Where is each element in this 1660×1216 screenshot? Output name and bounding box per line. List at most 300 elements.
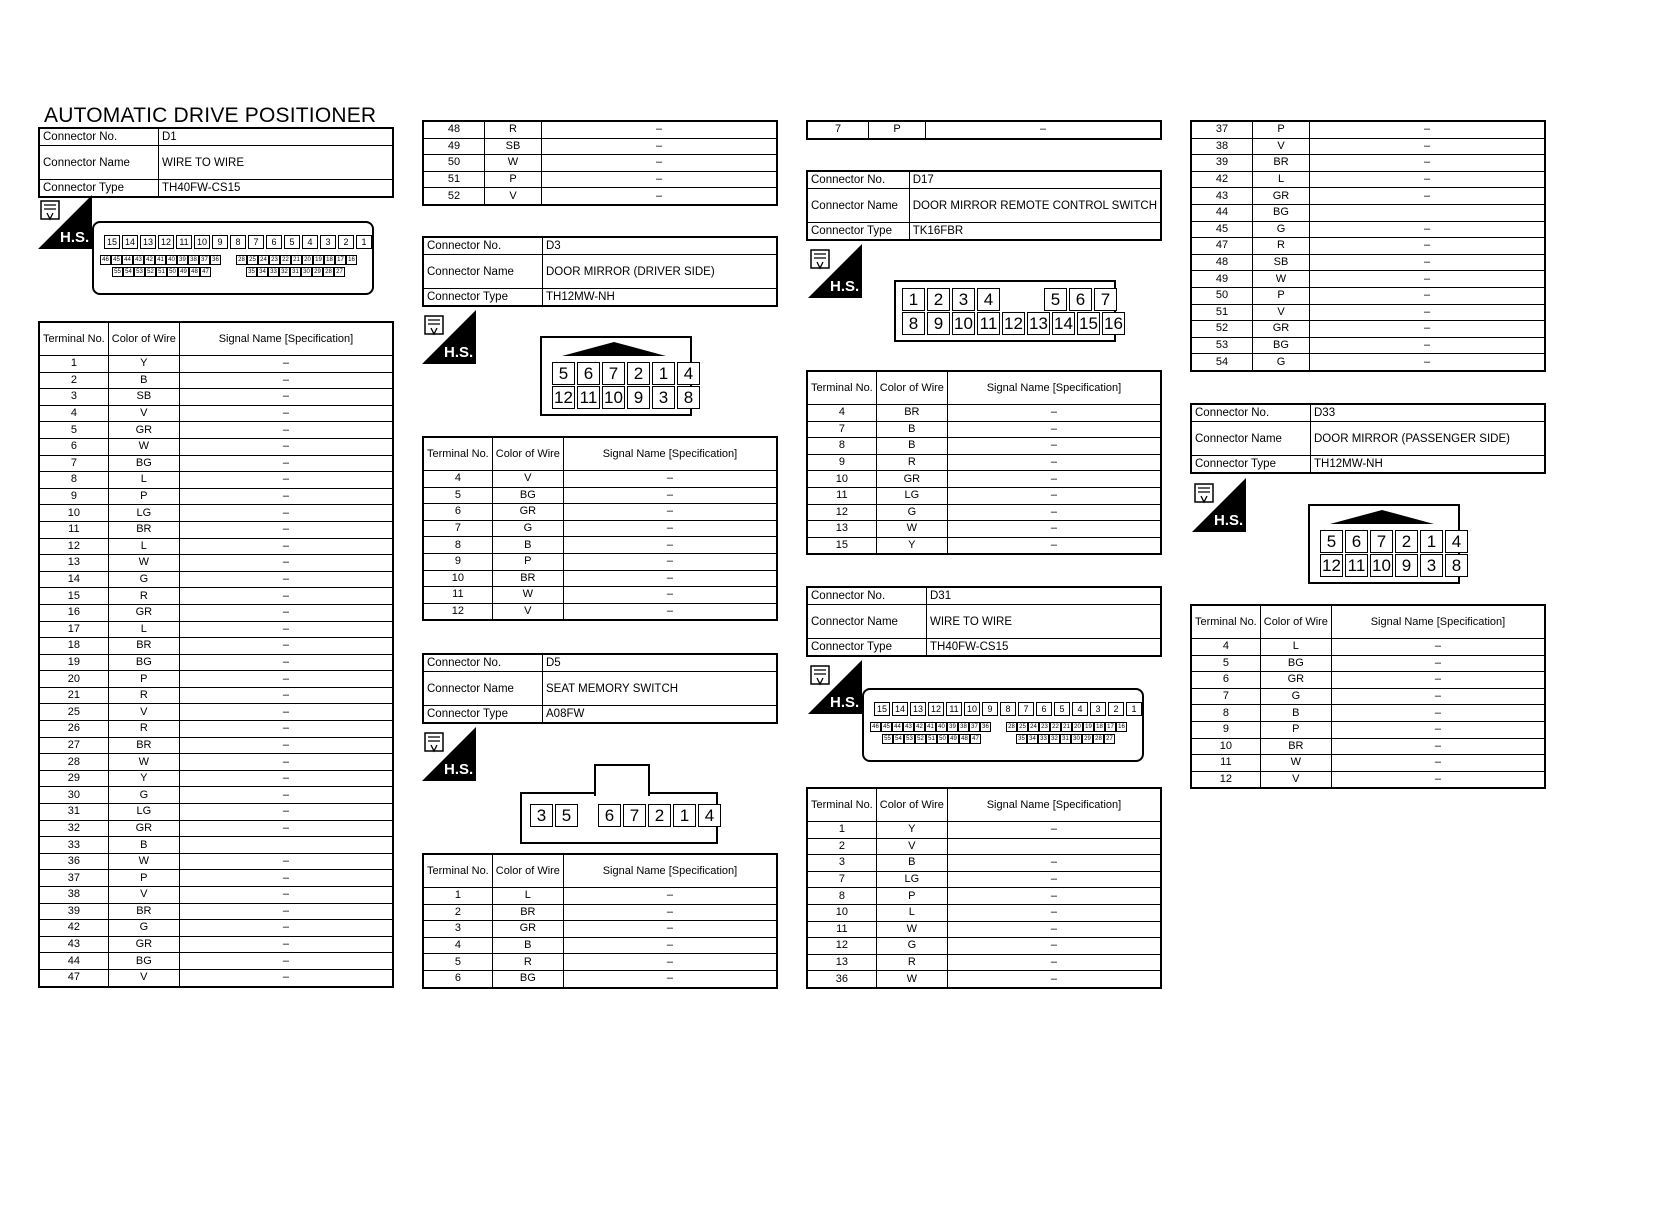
color-header: Color of Wire	[108, 322, 179, 356]
pin: 5	[555, 804, 578, 827]
terminal-cell: 19	[39, 654, 108, 671]
terminal-cell: 13	[807, 521, 876, 538]
pin: 37	[199, 255, 210, 265]
color-cell: LG	[108, 804, 179, 821]
color-cell: GR	[1253, 188, 1310, 205]
signal-cell: –	[542, 138, 778, 155]
pin: 1	[902, 288, 925, 311]
table-row	[1191, 221, 1545, 238]
connector-d31-diagram	[862, 688, 1144, 762]
signal-cell: –	[179, 372, 393, 389]
signal-cell: –	[1310, 321, 1546, 338]
terminal-table-d1_cont	[422, 120, 778, 206]
signal-cell: –	[179, 472, 393, 489]
terminal-cell: 12	[1191, 771, 1260, 788]
pin: 20	[302, 255, 313, 265]
terminal-cell: 3	[423, 921, 492, 938]
color-cell: W	[1253, 271, 1310, 288]
signal-cell: –	[947, 938, 1161, 955]
table-row	[807, 921, 1161, 938]
terminal-cell: 21	[39, 687, 108, 704]
table-row	[39, 754, 393, 771]
pin-row	[1320, 554, 1470, 577]
signal-cell: –	[1310, 337, 1546, 354]
color-cell: W	[492, 587, 563, 604]
pin: 1	[1126, 702, 1142, 716]
hs-icon	[808, 660, 862, 714]
signal-cell: –	[563, 888, 777, 905]
pin: 32	[279, 267, 290, 277]
color-cell: P	[1260, 721, 1331, 738]
pin-row	[1016, 734, 1115, 744]
pin: 14	[122, 235, 138, 249]
pin: 13	[910, 702, 926, 716]
pin: 3	[1090, 702, 1106, 716]
signal-cell: –	[947, 421, 1161, 438]
signal-cell: –	[179, 953, 393, 970]
pin: 18	[1094, 722, 1105, 732]
terminal-cell: 15	[39, 588, 108, 605]
terminal-cell: 4	[423, 937, 492, 954]
signal-cell: –	[947, 487, 1161, 504]
table-row	[39, 737, 393, 754]
table-row	[39, 671, 393, 688]
table-row	[423, 171, 777, 188]
connector-type-value: TH40FW-CS15	[927, 639, 1162, 657]
signal-cell: –	[947, 954, 1161, 971]
signal-cell: –	[542, 121, 778, 138]
table-row	[39, 687, 393, 704]
pin: 27	[334, 267, 345, 277]
table-row	[39, 372, 393, 389]
terminal-cell: 9	[39, 488, 108, 505]
signal-cell: –	[179, 804, 393, 821]
terminal-table-d33	[1190, 604, 1546, 789]
table-row	[1191, 354, 1545, 371]
hs-icon	[422, 727, 476, 781]
pin: 14	[1052, 312, 1075, 335]
pin: 25	[247, 255, 258, 265]
terminal-cell: 1	[39, 356, 108, 373]
signal-cell: –	[179, 870, 393, 887]
pin: 10	[952, 312, 975, 335]
pin: 33	[1038, 734, 1049, 744]
signal-cell: –	[179, 903, 393, 920]
signal-cell: –	[179, 356, 393, 373]
signal-cell: –	[947, 405, 1161, 422]
pin-row	[870, 722, 991, 732]
connector-header-d1	[38, 127, 394, 198]
color-cell: G	[876, 504, 947, 521]
signal-cell: –	[1310, 188, 1546, 205]
terminal-table-d1	[38, 321, 394, 988]
terminal-cell: 2	[39, 372, 108, 389]
table-row	[423, 520, 777, 537]
table-row	[807, 855, 1161, 872]
pin: 11	[176, 235, 192, 249]
pin: 12	[158, 235, 174, 249]
connector-no-value: D1	[159, 128, 394, 146]
terminal-cell: 26	[39, 721, 108, 738]
pin: 21	[291, 255, 302, 265]
connector-header-d3	[422, 236, 778, 307]
terminal-cell: 9	[423, 553, 492, 570]
terminal-cell: 4	[423, 471, 492, 488]
pin: 4	[302, 235, 318, 249]
pin-row	[530, 804, 580, 827]
terminal-cell: 51	[423, 171, 485, 188]
connector-type-value: TH12MW-NH	[1311, 456, 1546, 474]
color-cell: V	[876, 838, 947, 855]
pin: 38	[958, 722, 969, 732]
pin-row	[552, 362, 702, 385]
table-row	[1191, 639, 1545, 656]
table-row	[423, 188, 777, 205]
table-row	[423, 138, 777, 155]
terminal-no-header: Terminal No.	[807, 371, 876, 405]
terminal-cell: 16	[39, 604, 108, 621]
pin: 19	[313, 255, 324, 265]
signal-cell: –	[179, 571, 393, 588]
hs-label: H.S.	[1214, 512, 1244, 529]
connector-header-d17	[806, 170, 1162, 241]
pin: 13	[140, 235, 156, 249]
color-cell: P	[492, 553, 563, 570]
pin: 2	[1108, 702, 1124, 716]
color-cell: V	[1253, 138, 1310, 155]
table-row	[1191, 672, 1545, 689]
terminal-cell: 6	[39, 438, 108, 455]
signal-cell: –	[1310, 138, 1546, 155]
table-row	[423, 553, 777, 570]
pin: 25	[1017, 722, 1028, 732]
pin: 11	[1345, 554, 1368, 577]
pin: 31	[290, 267, 301, 277]
color-cell: G	[1260, 688, 1331, 705]
connector-name-value: WIRE TO WIRE	[159, 146, 394, 180]
table-row	[39, 438, 393, 455]
terminal-cell: 48	[1191, 254, 1253, 271]
pin: 23	[269, 255, 280, 265]
terminal-cell: 20	[39, 671, 108, 688]
signal-cell: –	[179, 604, 393, 621]
color-cell: LG	[108, 505, 179, 522]
color-cell: BG	[108, 654, 179, 671]
connector-name-label: Connector Name	[39, 146, 159, 180]
color-cell: L	[108, 621, 179, 638]
pin: 7	[1094, 288, 1117, 311]
pin-row	[1006, 722, 1127, 732]
pin: 28	[1006, 722, 1017, 732]
pin: 36	[210, 255, 221, 265]
color-cell: BG	[1260, 655, 1331, 672]
terminal-cell: 37	[1191, 121, 1253, 138]
pin: 18	[324, 255, 335, 265]
terminal-cell: 45	[1191, 221, 1253, 238]
color-cell: R	[1253, 238, 1310, 255]
color-cell: P	[485, 171, 542, 188]
pin: 24	[1028, 722, 1039, 732]
color-cell: L	[108, 472, 179, 489]
pin: 4	[1072, 702, 1088, 716]
terminal-cell: 1	[807, 822, 876, 839]
signal-cell: –	[947, 438, 1161, 455]
table-row	[807, 454, 1161, 471]
pin: 52	[145, 267, 156, 277]
color-cell: R	[485, 121, 542, 138]
table-row	[1191, 721, 1545, 738]
color-cell: P	[1253, 287, 1310, 304]
pin: 45	[111, 255, 122, 265]
color-cell: BR	[108, 521, 179, 538]
color-cell: GR	[492, 921, 563, 938]
table-row	[423, 487, 777, 504]
table-row	[423, 504, 777, 521]
pin: 4	[698, 804, 721, 827]
pin: 8	[1445, 554, 1468, 577]
table-row	[1191, 254, 1545, 271]
table-row	[39, 787, 393, 804]
pin: 30	[1071, 734, 1082, 744]
pin-row	[882, 734, 981, 744]
terminal-cell: 32	[39, 820, 108, 837]
connector-no-label: Connector No.	[423, 654, 543, 672]
pin: 46	[870, 722, 881, 732]
connector-type-value: TH40FW-CS15	[159, 180, 394, 198]
pin: 16	[346, 255, 357, 265]
connector-name-value: WIRE TO WIRE	[927, 605, 1162, 639]
connector-no-value: D17	[909, 171, 1161, 189]
connector-d5-diagram	[520, 792, 718, 844]
signal-cell: –	[1331, 705, 1545, 722]
color-header: Color of Wire	[876, 788, 947, 822]
table-row	[1191, 271, 1545, 288]
connector-type-value: A08FW	[543, 706, 778, 724]
terminal-cell: 8	[39, 472, 108, 489]
table-row	[39, 488, 393, 505]
signal-cell: –	[179, 521, 393, 538]
terminal-cell: 11	[807, 921, 876, 938]
table-row	[807, 888, 1161, 905]
table-row	[1191, 204, 1545, 221]
color-cell: L	[876, 904, 947, 921]
color-header: Color of Wire	[492, 437, 563, 471]
pin: 5	[284, 235, 300, 249]
table-row	[1191, 771, 1545, 788]
signal-cell: –	[947, 855, 1161, 872]
connector-name-label: Connector Name	[807, 605, 927, 639]
table-row	[807, 938, 1161, 955]
pin-row	[236, 255, 357, 265]
pin: 54	[893, 734, 904, 744]
color-cell: R	[876, 454, 947, 471]
signal-cell: –	[179, 455, 393, 472]
terminal-table-d5	[422, 853, 778, 989]
connector-no-label: Connector No.	[1191, 404, 1311, 422]
color-cell: R	[876, 954, 947, 971]
signal-cell: –	[563, 487, 777, 504]
color-cell: B	[876, 421, 947, 438]
terminal-no-header: Terminal No.	[423, 437, 492, 471]
connector-d17-diagram	[894, 280, 1123, 342]
hs-label: H.S.	[444, 761, 474, 778]
pin: 9	[627, 386, 650, 409]
table-row	[39, 604, 393, 621]
connector-name-value: SEAT MEMORY SWITCH	[543, 672, 778, 706]
signal-cell: –	[563, 537, 777, 554]
table-row	[423, 904, 777, 921]
connector-no-label: Connector No.	[807, 171, 909, 189]
color-cell: V	[1260, 771, 1331, 788]
terminal-cell: 25	[39, 704, 108, 721]
pin: 21	[1061, 722, 1072, 732]
pin-row	[246, 267, 345, 277]
pin: 16	[1116, 722, 1127, 732]
table-row	[39, 405, 393, 422]
pin: 2	[648, 804, 671, 827]
table-row	[423, 970, 777, 987]
color-cell: LG	[876, 871, 947, 888]
signal-cell: –	[563, 587, 777, 604]
table-row	[39, 837, 393, 854]
pin: 46	[100, 255, 111, 265]
color-cell: W	[876, 521, 947, 538]
connector-no-value: D3	[543, 237, 778, 255]
pin: 35	[1016, 734, 1027, 744]
pin: 6	[1036, 702, 1052, 716]
connector-header-d33	[1190, 403, 1546, 474]
connector-header-d5	[422, 653, 778, 724]
color-cell: Y	[876, 537, 947, 554]
color-cell: V	[492, 471, 563, 488]
table-row	[39, 654, 393, 671]
pin: 7	[623, 804, 646, 827]
signal-cell: –	[179, 704, 393, 721]
pin: 43	[903, 722, 914, 732]
pin-row	[874, 702, 1144, 716]
terminal-cell: 7	[39, 455, 108, 472]
terminal-cell: 5	[423, 954, 492, 971]
table-row	[1191, 238, 1545, 255]
color-cell: BR	[1253, 155, 1310, 172]
color-header: Color of Wire	[492, 854, 563, 888]
table-row	[1191, 688, 1545, 705]
pin: 33	[268, 267, 279, 277]
color-cell: R	[108, 588, 179, 605]
signal-cell: –	[1310, 121, 1546, 138]
terminal-cell: 6	[1191, 672, 1260, 689]
signal-cell: –	[947, 521, 1161, 538]
signal-header: Signal Name [Specification]	[947, 788, 1161, 822]
signal-cell: –	[179, 754, 393, 771]
terminal-cell: 53	[1191, 337, 1253, 354]
pin: 54	[123, 267, 134, 277]
pin: 51	[156, 267, 167, 277]
signal-cell	[1310, 204, 1546, 221]
table-row	[39, 704, 393, 721]
color-cell: V	[108, 969, 179, 986]
pin: 6	[577, 362, 600, 385]
pin: 55	[882, 734, 893, 744]
signal-cell: –	[563, 504, 777, 521]
terminal-cell: 27	[39, 737, 108, 754]
connector-no-label: Connector No.	[39, 128, 159, 146]
table-row	[39, 538, 393, 555]
pin: 1	[652, 362, 675, 385]
pin: 28	[323, 267, 334, 277]
terminal-cell: 51	[1191, 304, 1253, 321]
color-cell: BR	[108, 737, 179, 754]
connector-no-value: D33	[1311, 404, 1546, 422]
table-row	[423, 921, 777, 938]
connector-name-label: Connector Name	[423, 672, 543, 706]
pin: 35	[246, 267, 257, 277]
color-cell: B	[108, 837, 179, 854]
pin: 31	[1060, 734, 1071, 744]
table-row	[423, 587, 777, 604]
signal-cell: –	[1310, 287, 1546, 304]
pin: 7	[1018, 702, 1034, 716]
signal-header: Signal Name [Specification]	[947, 371, 1161, 405]
color-cell: V	[492, 603, 563, 620]
pin: 3	[1420, 554, 1443, 577]
connector-name-value: DOOR MIRROR (PASSENGER SIDE)	[1311, 422, 1546, 456]
signal-cell: –	[947, 971, 1161, 988]
pin: 2	[927, 288, 950, 311]
table-row	[1191, 755, 1545, 772]
color-cell: Y	[108, 770, 179, 787]
terminal-cell: 37	[39, 870, 108, 887]
signal-cell: –	[1310, 155, 1546, 172]
signal-cell: –	[179, 389, 393, 406]
signal-cell: –	[563, 570, 777, 587]
table-row	[807, 871, 1161, 888]
color-cell: G	[1253, 221, 1310, 238]
pin: 23	[1039, 722, 1050, 732]
pin: 3	[652, 386, 675, 409]
terminal-cell: 38	[1191, 138, 1253, 155]
connector-d33-diagram	[1308, 504, 1460, 584]
connector-header-d31	[806, 586, 1162, 657]
connector-no-value: D31	[927, 587, 1162, 605]
signal-cell: –	[179, 969, 393, 986]
color-cell: BR	[108, 903, 179, 920]
pin: 11	[946, 702, 962, 716]
table-row	[423, 603, 777, 620]
table-row	[423, 937, 777, 954]
color-cell: P	[1253, 121, 1310, 138]
pin-row	[1044, 288, 1119, 311]
table-row	[39, 853, 393, 870]
hs-label: H.S.	[830, 278, 860, 295]
signal-cell: –	[179, 538, 393, 555]
connector-latch	[1330, 510, 1434, 524]
pin-row	[112, 267, 211, 277]
color-cell: GR	[108, 604, 179, 621]
signal-cell: –	[1331, 738, 1545, 755]
pin: 40	[166, 255, 177, 265]
table-row	[423, 954, 777, 971]
table-row	[39, 969, 393, 986]
pin: 12	[928, 702, 944, 716]
signal-cell: –	[179, 621, 393, 638]
color-cell: LG	[876, 487, 947, 504]
signal-header: Signal Name [Specification]	[179, 322, 393, 356]
color-cell: B	[492, 937, 563, 954]
pin: 12	[1320, 554, 1343, 577]
color-cell: Y	[876, 822, 947, 839]
color-cell: V	[108, 704, 179, 721]
